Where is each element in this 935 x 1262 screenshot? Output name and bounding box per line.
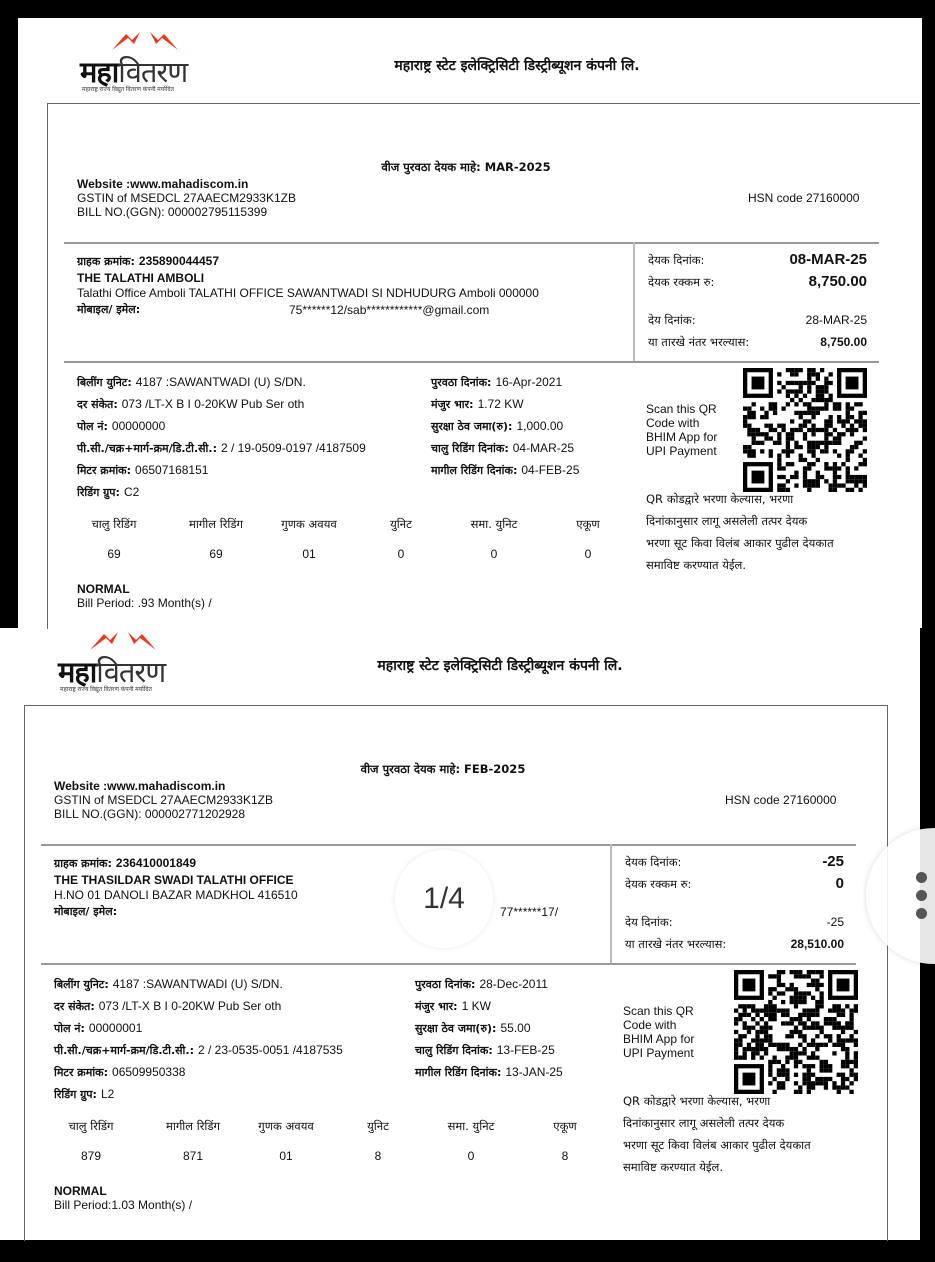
lightning-logo-icon <box>110 30 180 52</box>
reading-header: मागील रिडिंग <box>188 517 244 531</box>
reading-header: गुणक अवयव <box>281 517 337 531</box>
logo-rest: वितरण <box>96 655 166 689</box>
detail-sanctioned-load <box>431 395 524 413</box>
detail-previous-reading-date <box>415 1063 563 1081</box>
bill-status: NORMAL <box>77 582 130 596</box>
consumer-address: Talathi Office Amboli TALATHI OFFICE SAWANTWADI SI NDHUDURG Amboli 000000 <box>77 286 539 300</box>
reading-value: 0 <box>467 1149 475 1163</box>
qr-instruction: Code with <box>623 1018 677 1032</box>
detail-billing-unit <box>77 373 306 391</box>
security-deposit-label: सुरक्षा ठेव जमा(रु): <box>431 420 513 433</box>
due-date-label: देय दिनांक: <box>648 313 696 327</box>
detail-pole-no <box>54 1019 142 1037</box>
bill-amount-label: देयक रक्कम रु: <box>625 877 692 891</box>
tariff-value: 073 /LT-X B I 0-20KW Pub Ser oth <box>98 999 282 1013</box>
qr-instruction: UPI Payment <box>623 1046 694 1060</box>
pole-no-label: पोल नं: <box>54 1022 85 1035</box>
qr-note: समाविष्ट करण्यात येईल. <box>623 1160 723 1174</box>
supply-date-label: पुरवठा दिनांक: <box>431 376 492 389</box>
reading-group-value: L2 <box>100 1087 115 1101</box>
bill-status: NORMAL <box>54 1184 107 1198</box>
due-date: 28-MAR-25 <box>805 313 867 327</box>
logo-main: महा <box>58 655 97 689</box>
bill-box <box>24 705 888 1241</box>
after-due-label: या तारखे नंतर भरल्यास: <box>625 937 727 951</box>
reading-value: 871 <box>182 1149 204 1163</box>
gstin: GSTIN of MSEDCL 27AAECM2933K1ZB <box>54 793 273 807</box>
detail-pole-no <box>77 417 165 435</box>
meter-no-value: 06507168151 <box>135 463 209 477</box>
reading-header: एकूण <box>553 1119 577 1133</box>
bill-date: 08-MAR-25 <box>789 251 867 268</box>
reading-header: चालु रिडिंग <box>68 1119 114 1133</box>
detail-current-reading-date <box>415 1041 555 1059</box>
qr-instruction: Scan this QR <box>623 1004 694 1018</box>
qr-code[interactable] <box>743 368 867 492</box>
reading-header: समा. युनिट <box>470 517 518 531</box>
divider <box>64 242 879 244</box>
qr-instruction: UPI Payment <box>646 444 717 458</box>
qr-instruction: Scan this QR <box>646 402 717 416</box>
qr-instruction: Code with <box>646 416 700 430</box>
qr-note: भरणा सूट किवा विलंब आकार पुढील देयकात <box>623 1138 811 1152</box>
billing-unit-label: बिलींग युनिट: <box>77 376 132 389</box>
detail-previous-reading-date <box>431 461 579 479</box>
bill-date-label: देयक दिनांक: <box>625 855 682 869</box>
mobile-email-label: मोबाइल/ इमेल: <box>77 303 141 316</box>
due-date: -25 <box>826 915 844 929</box>
bill-amount-label: देयक रक्कम रु: <box>648 275 715 289</box>
bill-month-title: वीज पुरवठा देयक माहे: MAR-2025 <box>381 160 551 174</box>
after-due-amount: 28,510.00 <box>790 937 844 951</box>
detail-supply-date <box>431 373 562 391</box>
sanctioned-load-label: मंजुर भार: <box>431 398 474 411</box>
reading-value: 69 <box>209 547 223 561</box>
detail-billing-unit <box>54 975 283 993</box>
reading-header: युनिट <box>390 517 412 531</box>
sanctioned-load-value: 1 KW <box>461 999 491 1013</box>
mobile-email-label: मोबाइल/ इमेल: <box>54 905 118 918</box>
consumer-address: H.NO 01 DANOLI BAZAR MADKHOL 416510 <box>54 888 298 902</box>
reading-value: 8 <box>561 1149 569 1163</box>
bill-number: BILL NO.(GGN): 000002771202928 <box>54 807 246 821</box>
qr-note: QR कोडद्वारे भरणा केल्यास, भरणा <box>646 492 794 506</box>
reading-value: 0 <box>490 547 498 561</box>
bill-number: BILL NO.(GGN): 000002795115399 <box>77 205 268 219</box>
reading-header: मागील रिडिंग <box>165 1119 221 1133</box>
gstin: GSTIN of MSEDCL 27AAECM2933K1ZB <box>77 191 296 205</box>
consumer-name: THE TALATHI AMBOLI <box>77 271 205 285</box>
current-reading-date-label: चालु रिडिंग दिनांक: <box>415 1044 493 1057</box>
billing-unit-label: बिलींग युनिट: <box>54 978 109 991</box>
lightning-logo-icon <box>88 630 158 652</box>
logo-tagline: महाराष्ट्र राज्य विद्युत वितरण कंपनी मर्यादित <box>82 87 174 93</box>
detail-meter-no <box>54 1063 185 1081</box>
reading-group-label: रिडिंग ग्रुप: <box>77 486 120 499</box>
mobile-email: 75******12/sab************@gmail.com <box>289 303 490 317</box>
qr-code[interactable] <box>734 970 858 1094</box>
reading-value: 0 <box>584 547 592 561</box>
billing-unit-value: 4187 :SAWANTWADI (U) S/DN. <box>112 977 283 991</box>
reading-header: गुणक अवयव <box>258 1119 314 1133</box>
supply-date-label: पुरवठा दिनांक: <box>415 978 476 991</box>
qr-instruction: BHIM App for <box>646 430 718 444</box>
consumer-number-row <box>54 856 196 871</box>
reading-value: 0 <box>397 547 405 561</box>
bill-period: Bill Period:1.03 Month(s) / <box>54 1198 193 1212</box>
bill-date-label: देयक दिनांक: <box>648 253 705 267</box>
logo-tagline: महाराष्ट्र राज्य विद्युत वितरण कंपनी मर्यादित <box>60 687 152 693</box>
detail-security-deposit <box>415 1019 531 1037</box>
qr-note: दिनांकानुसार लागू असलेली तत्पर देयक <box>646 514 808 528</box>
previous-reading-date-value: 04-FEB-25 <box>521 463 580 477</box>
reading-header: एकूण <box>576 517 600 531</box>
supply-date-value: 16-Apr-2021 <box>495 375 563 389</box>
detail-meter-no <box>77 461 208 479</box>
divider <box>41 844 856 846</box>
due-date-label: देय दिनांक: <box>625 915 673 929</box>
reading-value: 69 <box>107 547 121 561</box>
security-deposit-value: 55.00 <box>500 1021 531 1035</box>
website: Website :www.mahadiscom.in <box>77 177 249 191</box>
pole-no-value: 00000001 <box>88 1021 143 1035</box>
current-reading-date-label: चालु रिडिंग दिनांक: <box>431 442 509 455</box>
divider <box>610 844 612 964</box>
previous-reading-date-label: मागील रिडिंग दिनांक: <box>431 464 518 477</box>
pc-route-label: पी.सी./चक्र+मार्ग-क्रम/डि.टी.सी.: <box>77 442 217 455</box>
divider <box>64 361 879 363</box>
bill-amount: 8,750.00 <box>808 273 867 290</box>
reading-group-label: रिडिंग ग्रुप: <box>54 1088 97 1101</box>
meter-no-value: 06509950338 <box>112 1065 186 1079</box>
qr-note: दिनांकानुसार लागू असलेली तत्पर देयक <box>623 1116 785 1130</box>
meter-no-label: मिटर क्रमांक: <box>77 464 132 477</box>
consumer-name: THE THASILDAR SWADI TALATHI OFFICE <box>54 873 294 887</box>
current-reading-date-value: 04-MAR-25 <box>512 441 575 455</box>
after-due-label: या तारखे नंतर भरल्यास: <box>648 335 750 349</box>
pc-route-label: पी.सी./चक्र+मार्ग-क्रम/डि.टी.सी.: <box>54 1044 194 1057</box>
pole-no-label: पोल नं: <box>77 420 108 433</box>
sanctioned-load-value: 1.72 KW <box>477 397 524 411</box>
qr-note: भरणा सूट किवा विलंब आकार पुढील देयकात <box>646 536 834 550</box>
bill-date: -25 <box>822 853 844 870</box>
pc-route-value: 2 / 19-0509-0197 /4187509 <box>220 441 366 455</box>
security-deposit-label: सुरक्षा ठेव जमा(रु): <box>415 1022 497 1035</box>
consumer-number: 235890044457 <box>138 254 219 268</box>
hsn-code: HSN code 27160000 <box>725 793 837 807</box>
website: Website :www.mahadiscom.in <box>54 779 226 793</box>
page-indicator: 1/4 <box>395 850 493 948</box>
detail-reading-group <box>77 483 139 501</box>
mobile-email: 77******17/ <box>500 905 559 919</box>
tariff-value: 073 /LT-X B I 0-20KW Pub Ser oth <box>121 397 305 411</box>
hsn-code: HSN code 27160000 <box>748 191 860 205</box>
consumer-number-label: ग्राहक क्रमांक: <box>77 255 135 268</box>
meter-no-label: मिटर क्रमांक: <box>54 1066 109 1079</box>
previous-reading-date-label: मागील रिडिंग दिनांक: <box>415 1066 502 1079</box>
mahavitaran-logo <box>58 630 198 692</box>
detail-reading-group <box>54 1085 114 1103</box>
bill-month-title: वीज पुरवठा देयक माहे: FEB-2025 <box>360 762 526 776</box>
bill-period: Bill Period: .93 Month(s) / <box>77 596 212 610</box>
pc-route-value: 2 / 23-0535-0051 /4187535 <box>197 1043 343 1057</box>
bill-box <box>47 103 920 629</box>
tariff-label: दर संकेत: <box>54 1000 95 1013</box>
reading-value: 01 <box>279 1149 293 1163</box>
sanctioned-load-label: मंजुर भार: <box>415 1000 458 1013</box>
reading-group-value: C2 <box>123 485 140 499</box>
consumer-number: 236410001849 <box>115 856 196 870</box>
security-deposit-value: 1,000.00 <box>516 419 564 433</box>
billing-unit-value: 4187 :SAWANTWADI (U) S/DN. <box>135 375 306 389</box>
divider <box>41 963 856 965</box>
reading-header: समा. युनिट <box>447 1119 495 1133</box>
bill-amount: 0 <box>835 875 844 892</box>
company-name: महाराष्ट्र स्टेट इलेक्ट्रिसिटी डिस्ट्रीब्यूशन कंपनी लि. <box>394 58 640 74</box>
current-reading-date-value: 13-FEB-25 <box>496 1043 555 1057</box>
mahavitaran-logo <box>80 30 220 92</box>
pole-no-value: 00000000 <box>111 419 166 433</box>
detail-supply-date <box>415 975 548 993</box>
tariff-label: दर संकेत: <box>77 398 118 411</box>
qr-instruction: BHIM App for <box>623 1032 695 1046</box>
detail-pc-route <box>77 439 366 457</box>
reading-value: 8 <box>374 1149 382 1163</box>
qr-note: समाविष्ट करण्यात येईल. <box>646 558 746 572</box>
logo-main: महा <box>80 55 119 89</box>
previous-reading-date-value: 13-JAN-25 <box>505 1065 563 1079</box>
qr-note: QR कोडद्वारे भरणा केल्यास, भरणा <box>623 1094 771 1108</box>
consumer-number-row <box>77 254 219 269</box>
reading-header: युनिट <box>367 1119 389 1133</box>
logo-rest: वितरण <box>118 55 188 89</box>
supply-date-value: 28-Dec-2011 <box>479 977 548 991</box>
detail-pc-route <box>54 1041 343 1059</box>
reading-value: 01 <box>302 547 316 561</box>
consumer-number-label: ग्राहक क्रमांक: <box>54 857 112 870</box>
divider <box>633 242 635 362</box>
reading-value: 879 <box>80 1149 102 1163</box>
detail-sanctioned-load <box>415 997 491 1015</box>
detail-current-reading-date <box>431 439 574 457</box>
detail-tariff <box>77 395 304 413</box>
reading-header: चालु रिडिंग <box>91 517 137 531</box>
detail-tariff <box>54 997 281 1015</box>
company-name: महाराष्ट्र स्टेट इलेक्ट्रिसिटी डिस्ट्रीब्यूशन कंपनी लि. <box>377 658 623 674</box>
detail-security-deposit <box>431 417 563 435</box>
after-due-amount: 8,750.00 <box>820 335 867 349</box>
